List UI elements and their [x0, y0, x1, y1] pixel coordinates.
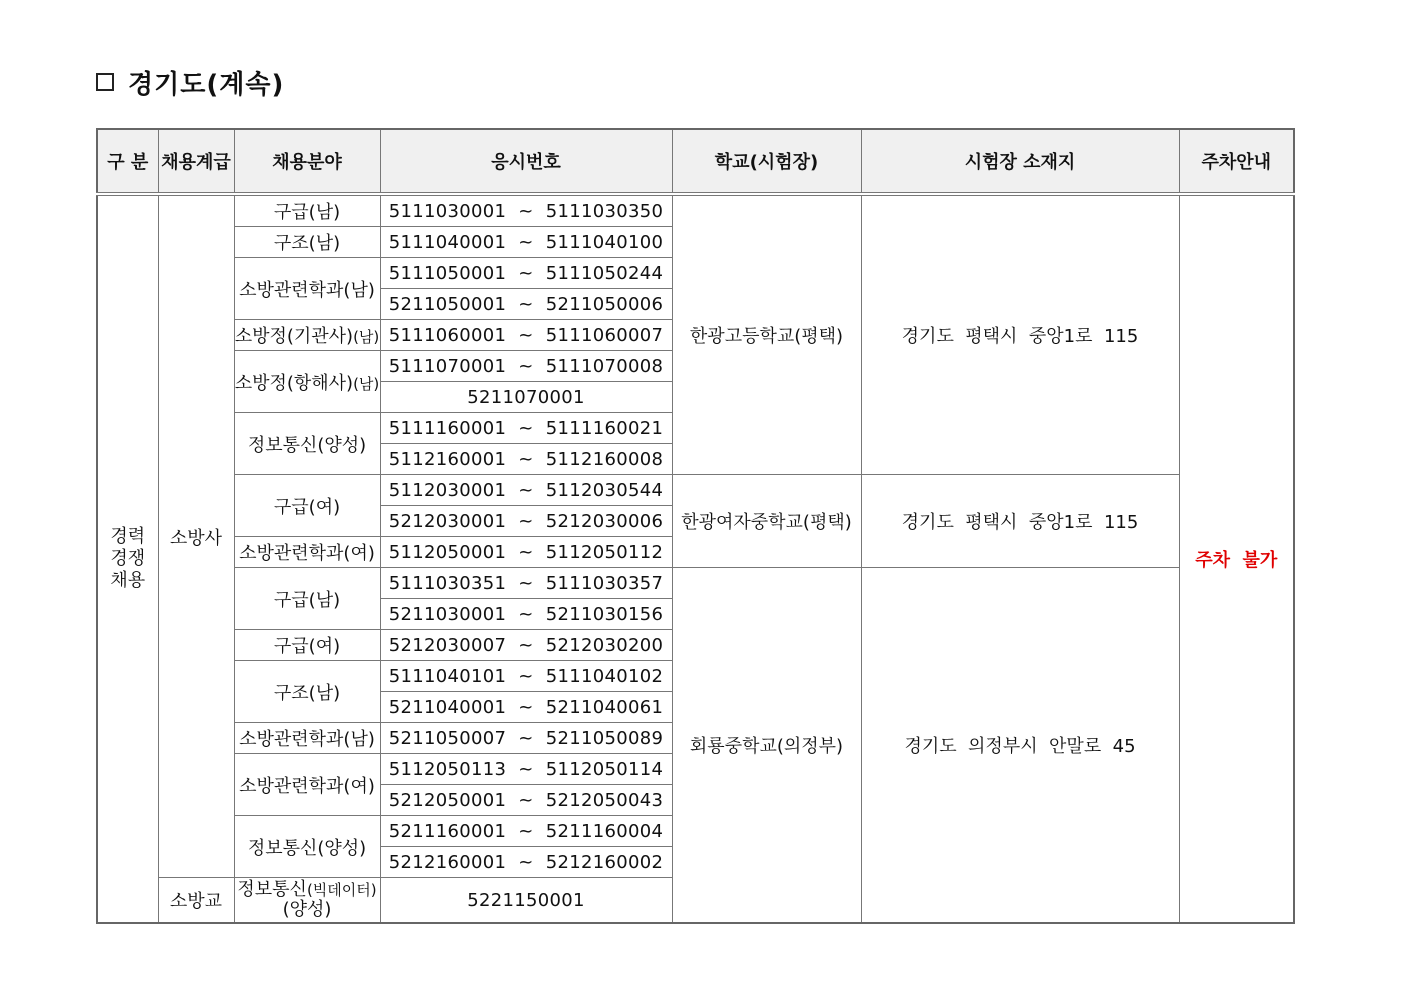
field-cell: 구급(남)	[234, 194, 380, 227]
exam-number-cell: 5211050007 ~ 5211050089	[380, 723, 672, 754]
exam-number-cell: 5112030001 ~ 5112030544	[380, 475, 672, 506]
exam-number-cell: 5111030001 ~ 5111030350	[380, 194, 672, 227]
field-cell: 구조(남)	[234, 661, 380, 723]
exam-number-cell: 5212050001 ~ 5212050043	[380, 785, 672, 816]
field-cell: 정보통신(양성)	[234, 413, 380, 475]
exam-number-cell: 5111050001 ~ 5111050244	[380, 258, 672, 289]
category-text: 경력 경쟁 채용	[110, 526, 146, 591]
exam-number-cell: 5111070001 ~ 5111070008	[380, 351, 672, 382]
rank-cell-sobanggyo: 소방교	[158, 878, 234, 924]
exam-number-cell: 5111160001 ~ 5111160021	[380, 413, 672, 444]
address-cell: 경기도 평택시 중앙1로 115	[861, 194, 1179, 475]
school-cell: 한광여자중학교(평택)	[672, 475, 861, 568]
field-cell: 소방관련학과(남)	[234, 258, 380, 320]
exam-number-cell: 5221150001	[380, 878, 672, 924]
exam-number-cell: 5111060001 ~ 5111060007	[380, 320, 672, 351]
exam-number-cell: 5112050001 ~ 5112050112	[380, 537, 672, 568]
table-row	[97, 568, 1294, 599]
exam-number-cell: 5111040101 ~ 5111040102	[380, 661, 672, 692]
rank-cell-sobangsa: 소방사	[158, 194, 234, 878]
field-main: 정보통신	[237, 879, 307, 900]
field-cell	[234, 320, 380, 351]
address-cell: 경기도 평택시 중앙1로 115	[861, 475, 1179, 568]
field-cell: 소방관련학과(남)	[234, 723, 380, 754]
parking-cell: 주차 불가	[1179, 194, 1294, 923]
field-sub: (남)	[353, 328, 380, 346]
table-row	[97, 194, 1294, 227]
exam-number-cell: 5211050001 ~ 5211050006	[380, 289, 672, 320]
field-cell	[234, 878, 380, 924]
field-cell: 구급(남)	[234, 568, 380, 630]
header-field: 채용분야	[234, 129, 380, 194]
header-address: 시험장 소재지	[861, 129, 1179, 194]
school-cell: 회룡중학교(의정부)	[672, 568, 861, 924]
exam-number-cell: 5112050113 ~ 5112050114	[380, 754, 672, 785]
exam-number-cell: 5212160001 ~ 5212160002	[380, 847, 672, 878]
exam-number-cell: 5211160001 ~ 5211160004	[380, 816, 672, 847]
header-school: 학교(시험장)	[672, 129, 861, 194]
field-cell: 구급(여)	[234, 475, 380, 537]
exam-number-cell: 5211030001 ~ 5211030156	[380, 599, 672, 630]
header-row	[97, 129, 1294, 194]
field-main: 소방정(기관사)	[234, 326, 354, 347]
field-line2: (양성)	[282, 899, 332, 920]
school-cell: 한광고등학교(평택)	[672, 194, 861, 475]
exam-number-cell: 5112160001 ~ 5112160008	[380, 444, 672, 475]
header-exam-number: 응시번호	[380, 129, 672, 194]
exam-number-cell: 5111030351 ~ 5111030357	[380, 568, 672, 599]
checkbox-square-icon	[96, 73, 114, 91]
exam-schedule-table	[96, 128, 1295, 924]
header-category: 구 분	[97, 129, 158, 194]
field-cell: 정보통신(양성)	[234, 816, 380, 878]
field-cell: 소방관련학과(여)	[234, 754, 380, 816]
header-rank: 채용계급	[158, 129, 234, 194]
table-row	[97, 475, 1294, 506]
page-title	[96, 62, 284, 102]
exam-number-cell: 5211070001	[380, 382, 672, 413]
exam-number-cell: 5211040001 ~ 5211040061	[380, 692, 672, 723]
address-cell: 경기도 의정부시 안말로 45	[861, 568, 1179, 924]
field-sub: (빅데이터)	[306, 881, 377, 899]
field-cell: 구조(남)	[234, 227, 380, 258]
field-sub: (남)	[353, 374, 380, 393]
exam-number-cell: 5212030007 ~ 5212030200	[380, 630, 672, 661]
field-cell	[234, 351, 380, 413]
field-cell: 구급(여)	[234, 630, 380, 661]
field-main: 소방정(항해사)	[234, 372, 354, 394]
exam-number-cell: 5212030001 ~ 5212030006	[380, 506, 672, 537]
category-cell	[97, 194, 158, 923]
page-title-text: 경기도(계속)	[128, 69, 285, 100]
field-cell: 소방관련학과(여)	[234, 537, 380, 568]
exam-number-cell: 5111040001 ~ 5111040100	[380, 227, 672, 258]
header-parking: 주차안내	[1179, 129, 1294, 194]
